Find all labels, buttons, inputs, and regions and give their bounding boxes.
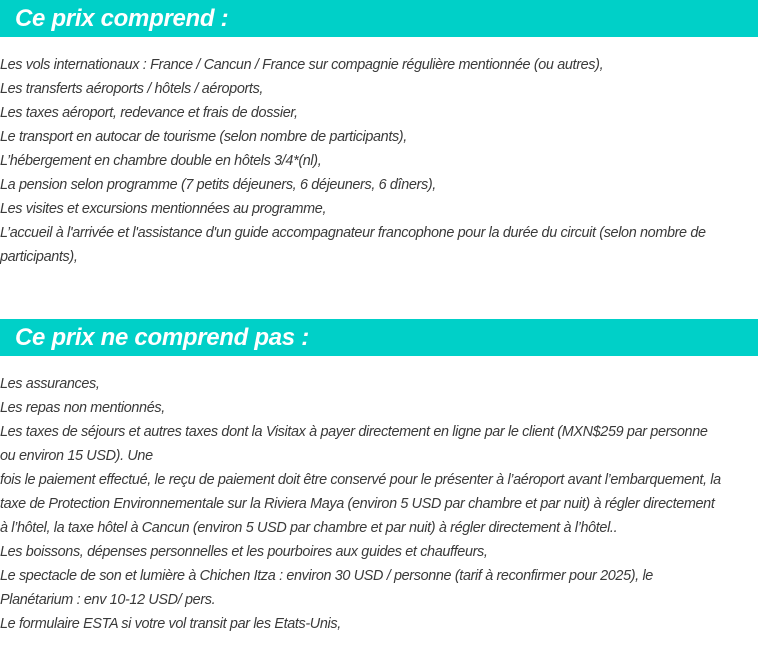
- excluded-list: [0, 372, 758, 636]
- excluded-item: Les taxes de séjours et autres taxes dont la Visitax à payer directement en ligne par le client (MXN$259 par personne: [0, 424, 708, 440]
- excluded-item: Les assurances,: [0, 376, 100, 392]
- included-item: Les visites et excursions mentionnées au programme,: [0, 201, 327, 217]
- included-section-header: Ce prix comprend :: [0, 0, 758, 37]
- included-item: Les vols internationaux : France / Cancun / France sur compagnie régulière mentionnée (ou autres),: [0, 57, 604, 73]
- excluded-item: Les boissons, dépenses personnelles et les pourboires aux guides et chauffeurs,: [0, 544, 488, 560]
- excluded-item: Le spectacle de son et lumière à Chichen Itza : environ 30 USD / personne (tarif à reconfirmer pour 2025), le: [0, 568, 653, 584]
- excluded-item: à l’hôtel, la taxe hôtel à Cancun (environ 5 USD par chambre et par nuit) à régler directement à l’hôtel..: [0, 520, 618, 536]
- excluded-item: Le formulaire ESTA si votre vol transit par les Etats-Unis,: [0, 616, 341, 632]
- excluded-item: fois le paiement effectué, le reçu de paiement doit être conservé pour le présenter à l’aéroport avant l’embarquement, la: [0, 472, 721, 488]
- excluded-item: Les repas non mentionnés,: [0, 400, 165, 416]
- included-list: [0, 53, 758, 269]
- included-item: L’hébergement en chambre double en hôtels 3/4*(nl),: [0, 153, 322, 169]
- included-item: L’accueil à l'arrivée et l'assistance d'un guide accompagnateur francophone pour la durée du circuit (selon nombre de: [0, 225, 706, 241]
- excluded-item: taxe de Protection Environnementale sur la Riviera Maya (environ 5 USD par chambre et par nuit) à régler directement: [0, 496, 715, 512]
- included-item: Le transport en autocar de tourisme (selon nombre de participants),: [0, 129, 407, 145]
- included-item: La pension selon programme (7 petits déjeuners, 6 déjeuners, 6 dîners),: [0, 177, 436, 193]
- excluded-section-header: Ce prix ne comprend pas :: [0, 319, 758, 356]
- included-item: Les transferts aéroports / hôtels / aéroports,: [0, 81, 264, 97]
- excluded-item: ou environ 15 USD). Une: [0, 448, 153, 464]
- excluded-item: Planétarium : env 10-12 USD/ pers.: [0, 592, 216, 608]
- included-item: Les taxes aéroport, redevance et frais de dossier,: [0, 105, 298, 121]
- included-item: participants),: [0, 249, 78, 265]
